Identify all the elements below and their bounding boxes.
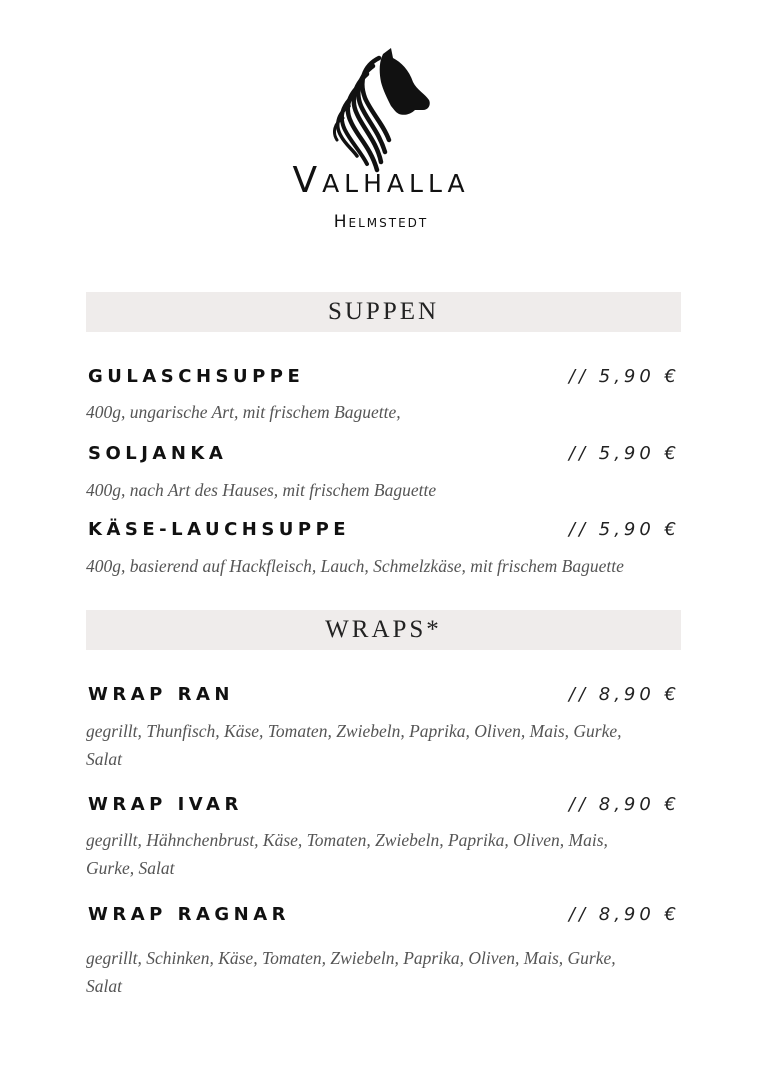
menu-item-price: // 8,90 € (568, 904, 680, 925)
menu-item-description: gegrillt, Thunfisch, Käse, Tomaten, Zwiebeln, Paprika, Oliven, Mais, Gurke, Salat (86, 721, 622, 769)
menu-item-price: // 5,90 € (568, 519, 680, 540)
section-header-suppen: SUPPEN (86, 292, 681, 332)
horse-head-icon (325, 48, 435, 173)
menu-item-description: gegrillt, Schinken, Käse, Tomaten, Zwiebeln, Paprika, Oliven, Mais, Gurke, Salat (86, 948, 616, 996)
menu-item-name: SOLJANKA (88, 443, 228, 464)
menu-item-name: WRAP IVAR (88, 794, 243, 815)
menu-item-name: WRAP RAGNAR (88, 904, 291, 925)
brand-location: Helmstedt (333, 212, 429, 232)
menu-item-price: // 8,90 € (568, 794, 680, 815)
menu-item-description: 400g, ungarische Art, mit frischem Baguette, (86, 402, 401, 422)
menu-item-name: GULASCHSUPPE (88, 366, 305, 387)
restaurant-logo (0, 40, 762, 240)
menu-item-price: // 5,90 € (568, 366, 680, 387)
menu-item-name: KÄSE-LAUCHSUPPE (88, 519, 351, 540)
section-header-wraps: WRAPS* (86, 610, 681, 650)
menu-item-price: // 5,90 € (568, 443, 680, 464)
menu-item-description: 400g, basierend auf Hackfleisch, Lauch, Schmelzkäse, mit frischem Baguette (86, 556, 624, 576)
menu-item-name: WRAP RAN (88, 684, 234, 705)
menu-item-price: // 8,90 € (568, 684, 680, 705)
menu-item-description: gegrillt, Hähnchenbrust, Käse, Tomaten, Zwiebeln, Paprika, Oliven, Mais, Gurke, Salat (86, 830, 608, 878)
brand-name: Valhalla (292, 160, 470, 201)
menu-item-description: 400g, nach Art des Hauses, mit frischem Baguette (86, 480, 437, 500)
